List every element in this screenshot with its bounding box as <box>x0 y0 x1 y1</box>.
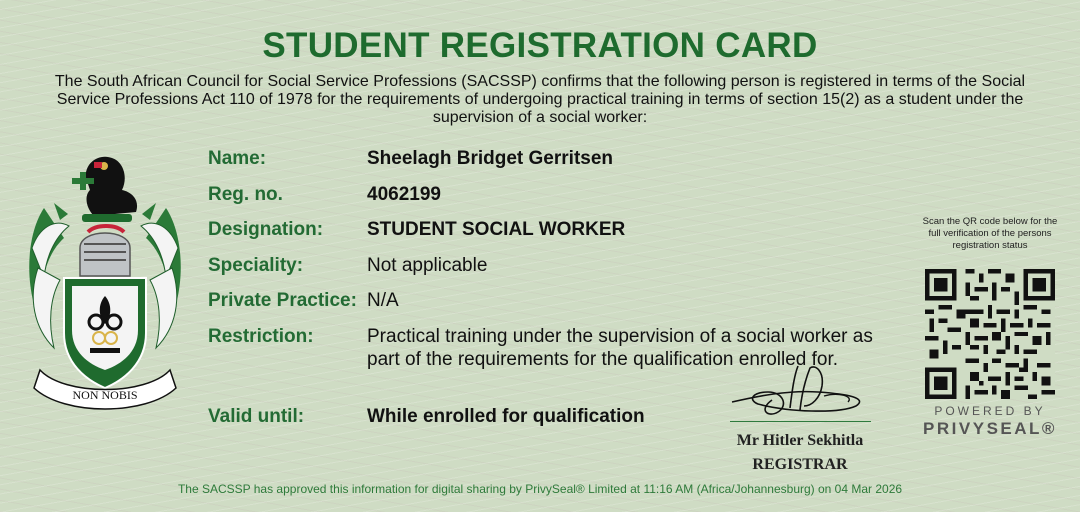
name-value: Sheelagh Bridget Gerritsen <box>367 148 614 169</box>
intro-text: The South African Council for Social Service Professions (SACSSP) confirms that the following person is registered in terms of the Social Service Professions Act 110 of 1978 for the requirements of undergoing practical training in terms of section 15(2) as a student under the supervision of a social worker: <box>54 73 1026 126</box>
footer-approval-note: The SACSSP has approved this information for digital sharing by PrivySeal® Limited at 11:16 AM (Africa/Johannesburg) on 04 Mar 2026 <box>177 482 903 496</box>
qr-caption: Scan the QR code below for the full verification of the persons registration status <box>922 216 1058 251</box>
private-practice-label: Private Practice: <box>208 290 357 311</box>
speciality-value: Not applicable <box>367 255 488 276</box>
restriction-label: Restriction: <box>208 326 314 347</box>
valid-until-value: While enrolled for qualification <box>367 406 645 427</box>
svg-text:NON NOBIS: NON NOBIS <box>72 388 138 402</box>
powered-by-label: POWERED BY <box>934 404 1046 418</box>
registrar-signature <box>728 362 873 424</box>
registrar-title: REGISTRAR <box>752 456 848 473</box>
restriction-value: Practical training under the supervision of a social worker as part of the requirements for the qualification enrolled for. <box>367 326 873 370</box>
designation-value: STUDENT SOCIAL WORKER <box>367 219 626 240</box>
sacssp-coat-of-arms <box>24 148 186 410</box>
signature-line <box>730 421 871 422</box>
name-label: Name: <box>208 148 267 169</box>
card-title: STUDENT REGISTRATION CARD <box>262 26 818 65</box>
qr-code[interactable] <box>925 269 1055 399</box>
speciality-label: Speciality: <box>208 255 304 276</box>
designation-label: Designation: <box>208 219 324 240</box>
privyseal-logo: PRIVYSEAL® <box>923 419 1057 438</box>
reg-no-value: 4062199 <box>367 184 441 205</box>
private-practice-value: N/A <box>367 290 399 311</box>
reg-no-label: Reg. no. <box>208 184 283 205</box>
registrar-name: Mr Hitler Sekhitla <box>736 432 864 449</box>
valid-until-label: Valid until: <box>208 406 305 427</box>
